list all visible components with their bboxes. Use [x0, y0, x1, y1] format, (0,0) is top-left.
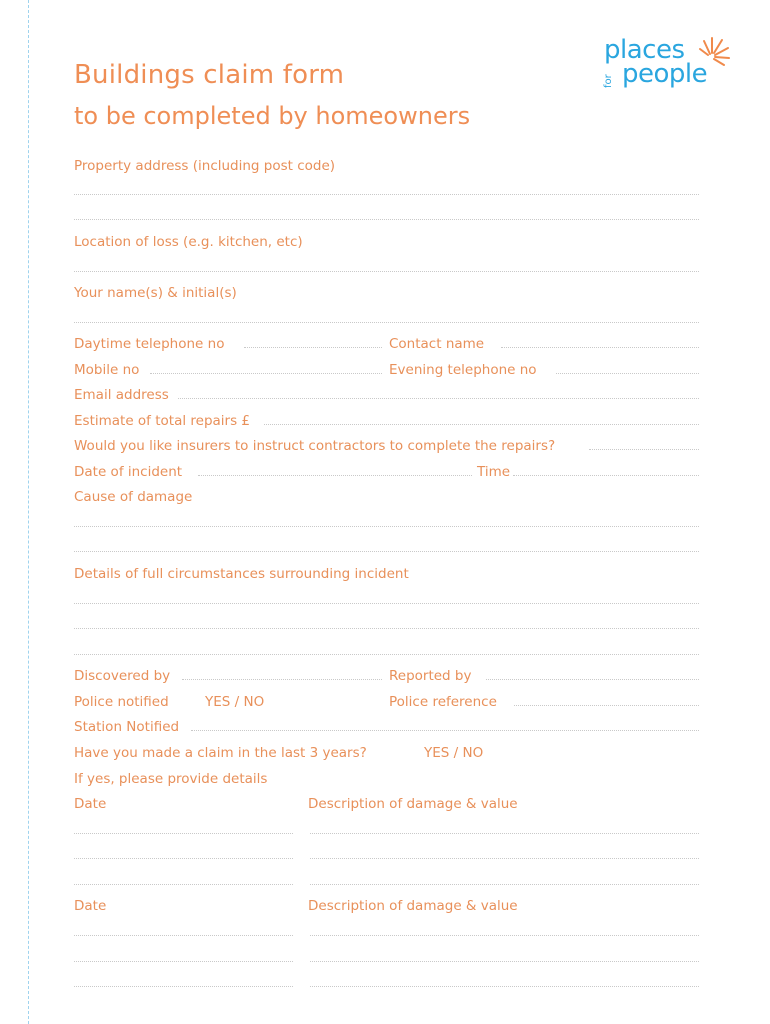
your-names-label: Your name(s) & initial(s): [74, 285, 237, 301]
police-notified-label: Police notified: [74, 694, 169, 710]
instruct-contractors-row: [74, 437, 699, 455]
discovered-reported-row: [74, 667, 699, 685]
claim-description-field[interactable]: [310, 884, 699, 885]
logo-word-places: places: [604, 35, 685, 65]
date-time-row: [74, 463, 699, 481]
property-address-line-2[interactable]: [74, 207, 699, 225]
claim-date-field[interactable]: [74, 858, 293, 859]
email-field[interactable]: [178, 398, 699, 399]
details-circumstances-label: Details of full circumstances surrounding incident: [74, 566, 409, 582]
claim-description-field[interactable]: [310, 935, 699, 936]
places-for-people-logo: [600, 36, 735, 96]
form-subtitle: to be completed by homeowners: [74, 102, 471, 130]
police-row: [74, 693, 699, 711]
date-of-incident-field[interactable]: [198, 475, 472, 476]
property-address-label: Property address (including post code): [74, 158, 336, 174]
claims-table-1-description-header: Description of damage & value: [308, 796, 518, 812]
property-address-line-1[interactable]: [74, 182, 699, 200]
claim-date-field[interactable]: [74, 961, 293, 962]
police-notified-options[interactable]: YES / NO: [205, 694, 265, 710]
instruct-contractors-field[interactable]: [589, 449, 699, 450]
claim-description-field[interactable]: [310, 986, 699, 987]
claims-table-1-row: [74, 872, 699, 890]
if-yes-label: If yes, please provide details: [74, 771, 268, 787]
estimate-label: Estimate of total repairs £: [74, 413, 251, 429]
previous-claim-row: [74, 744, 699, 762]
station-notified-field[interactable]: [191, 730, 699, 731]
logo-word-people: people: [622, 59, 708, 89]
discovered-by-label: Discovered by: [74, 668, 171, 684]
estimate-field[interactable]: [264, 424, 699, 425]
email-label: Email address: [74, 387, 169, 403]
location-of-loss-row: [74, 233, 699, 251]
claim-date-field[interactable]: [74, 935, 293, 936]
station-notified-label: Station Notified: [74, 719, 180, 735]
claims-table-2-row: [74, 949, 699, 967]
cause-of-damage-line-1[interactable]: [74, 514, 699, 532]
daytime-telephone-label: Daytime telephone no: [74, 336, 225, 352]
time-label: Time: [477, 464, 511, 480]
cut-line: [28, 0, 29, 1024]
claims-table-1-row: [74, 846, 699, 864]
claims-table-1-row: [74, 821, 699, 839]
claims-table-2-row: [74, 974, 699, 992]
claims-table-2-header: [74, 897, 699, 915]
claim-description-field[interactable]: [310, 961, 699, 962]
claims-table-2-description-header: Description of damage & value: [308, 898, 518, 914]
email-row: [74, 386, 699, 404]
property-address-row: [74, 157, 699, 175]
details-line-2[interactable]: [74, 616, 699, 634]
reported-by-field[interactable]: [486, 679, 699, 680]
claims-table-2-date-header: Date: [74, 898, 107, 914]
station-row: [74, 718, 699, 736]
police-reference-field[interactable]: [514, 705, 699, 706]
details-row: [74, 565, 699, 583]
discovered-by-field[interactable]: [182, 679, 382, 680]
your-names-row: [74, 284, 699, 302]
cause-of-damage-line-2[interactable]: [74, 539, 699, 557]
sunburst-icon: [698, 36, 732, 66]
details-line-3[interactable]: [74, 642, 699, 660]
claims-table-1-date-header: Date: [74, 796, 107, 812]
previous-claim-label: Have you made a claim in the last 3 years?: [74, 745, 367, 761]
contact-name-label: Contact name: [389, 336, 485, 352]
cause-of-damage-row: [74, 488, 699, 506]
claim-date-field[interactable]: [74, 833, 293, 834]
cause-of-damage-label: Cause of damage: [74, 489, 193, 505]
details-line-1[interactable]: [74, 591, 699, 609]
contact-name-field[interactable]: [501, 347, 699, 348]
date-of-incident-label: Date of incident: [74, 464, 183, 480]
location-of-loss-line[interactable]: [74, 259, 699, 277]
logo-word-for: for: [603, 74, 614, 88]
claim-description-field[interactable]: [310, 833, 699, 834]
claims-table-1-header: [74, 795, 699, 813]
estimate-row: [74, 412, 699, 430]
daytime-telephone-field[interactable]: [244, 347, 382, 348]
claim-description-field[interactable]: [310, 858, 699, 859]
location-of-loss-label: Location of loss (e.g. kitchen, etc): [74, 234, 303, 250]
police-reference-label: Police reference: [389, 694, 497, 710]
claim-date-field[interactable]: [74, 986, 293, 987]
daytime-contact-row: [74, 335, 699, 353]
reported-by-label: Reported by: [389, 668, 472, 684]
form-title: Buildings claim form: [74, 60, 345, 90]
mobile-evening-row: [74, 361, 699, 379]
evening-telephone-label: Evening telephone no: [389, 362, 537, 378]
your-names-line[interactable]: [74, 310, 699, 328]
claim-date-field[interactable]: [74, 884, 293, 885]
time-field[interactable]: [513, 475, 699, 476]
mobile-label: Mobile no: [74, 362, 140, 378]
previous-claim-options[interactable]: YES / NO: [424, 745, 484, 761]
evening-telephone-field[interactable]: [556, 373, 699, 374]
if-yes-row: [74, 770, 699, 788]
mobile-field[interactable]: [150, 373, 382, 374]
claims-table-2-row: [74, 923, 699, 941]
instruct-contractors-label: Would you like insurers to instruct contractors to complete the repairs?: [74, 438, 556, 454]
